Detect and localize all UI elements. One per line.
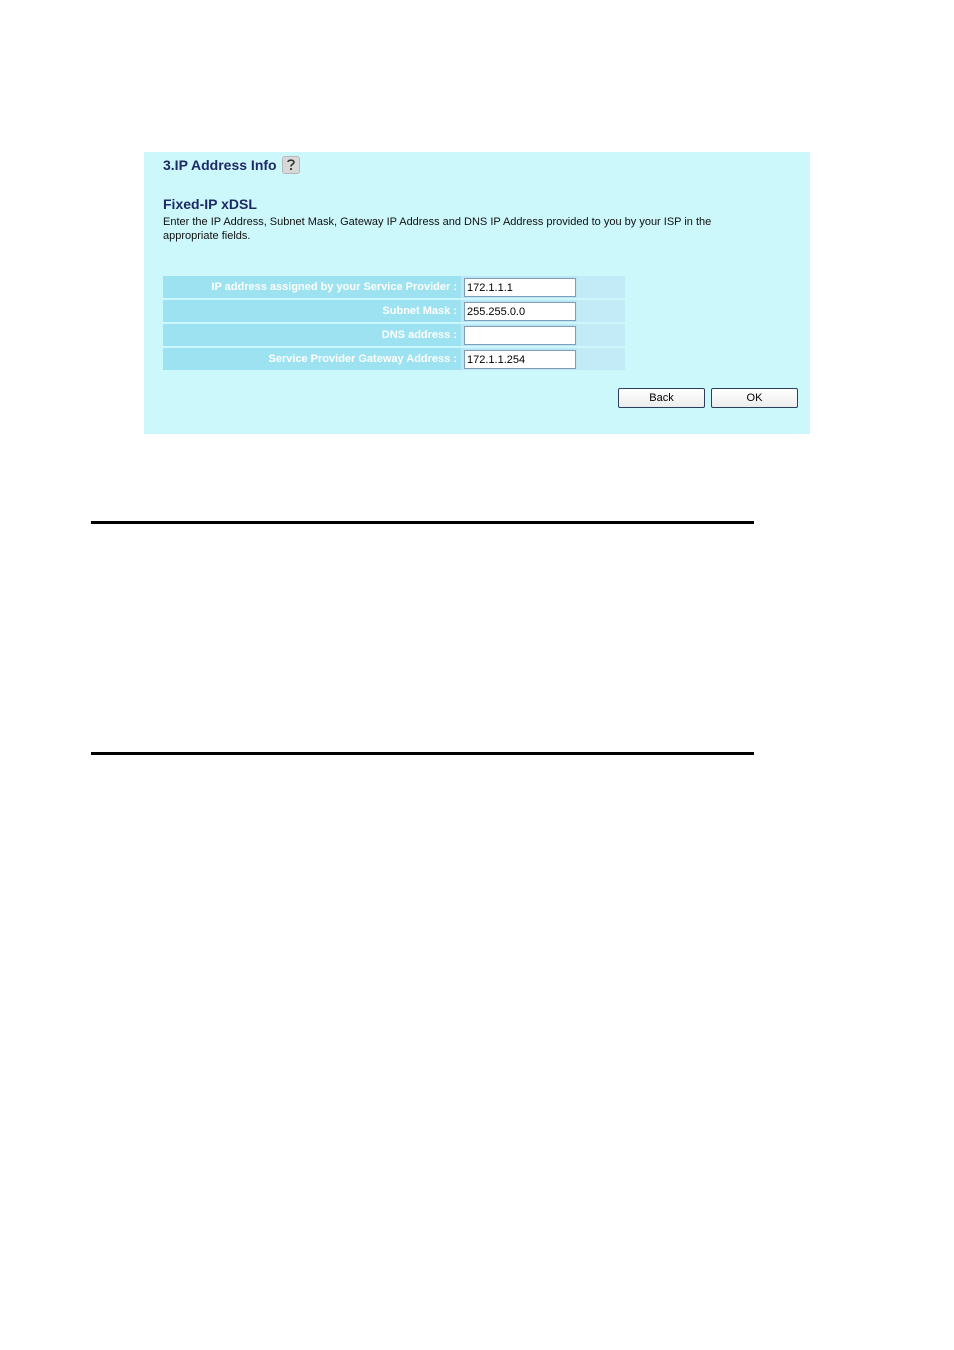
divider-top [91, 521, 754, 524]
subsection-description: Enter the IP Address, Subnet Mask, Gateway IP Address and DNS IP Address provided to you by your ISP in the appropriate fields. [163, 216, 712, 242]
ok-button[interactable]: OK [711, 388, 798, 408]
back-button[interactable]: Back [618, 388, 705, 408]
subnet-mask-input[interactable] [464, 302, 576, 321]
gateway-address-input[interactable] [464, 350, 576, 369]
ip-address-label: IP address assigned by your Service Provider : [163, 276, 461, 298]
ip-address-info-panel [144, 152, 810, 434]
subnet-mask-cell [461, 300, 625, 322]
dns-address-label: DNS address : [163, 324, 461, 346]
help-icon[interactable] [282, 156, 300, 174]
divider-bottom [91, 752, 754, 755]
section-title [163, 156, 300, 174]
gateway-address-label: Service Provider Gateway Address : [163, 348, 461, 370]
ip-address-cell [461, 276, 625, 298]
subnet-mask-label: Subnet Mask : [163, 300, 461, 322]
form-row-ip-address [163, 276, 625, 298]
gateway-address-cell [461, 348, 625, 370]
form-row-dns-address [163, 324, 625, 346]
form-row-gateway-address [163, 348, 625, 370]
dns-address-input[interactable] [464, 326, 576, 345]
section-title-text: 3.IP Address Info [163, 157, 277, 173]
form-row-subnet-mask [163, 300, 625, 322]
dns-address-cell [461, 324, 625, 346]
subsection-title: Fixed-IP xDSL [163, 196, 257, 212]
ip-address-input[interactable] [464, 278, 576, 297]
